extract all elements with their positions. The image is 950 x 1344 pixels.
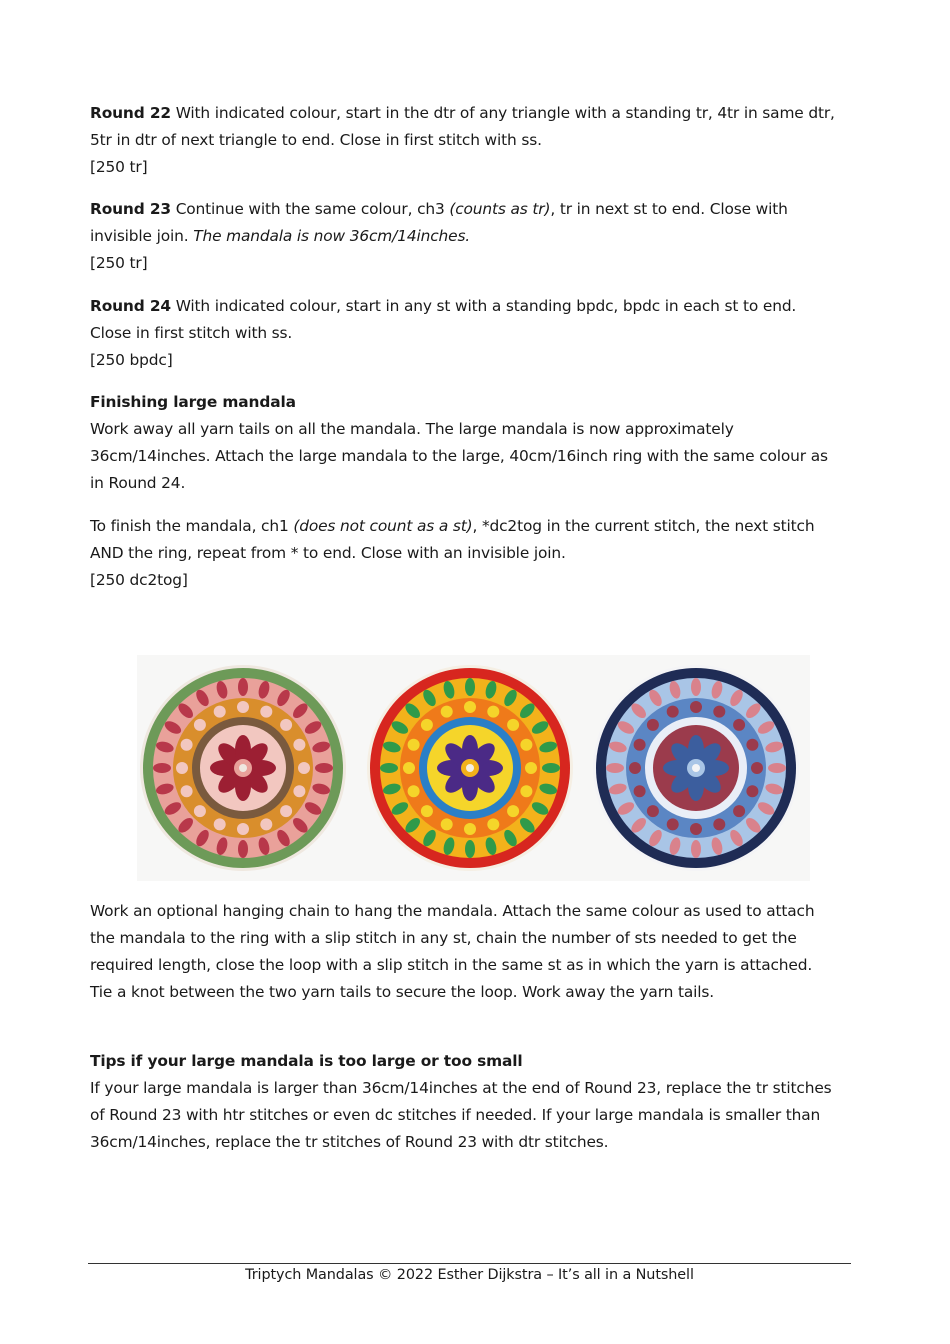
mandala-center-dot	[692, 764, 700, 772]
mandala-dot	[667, 706, 679, 718]
finishing-p2-text-1a: To finish the mandala, ch1	[90, 517, 294, 535]
round-23-text-2a: invisible join.	[90, 227, 194, 245]
round-24-label: Round 24	[90, 297, 171, 315]
finishing-text-3: in Round 24.	[90, 474, 186, 492]
mandala-dot	[293, 739, 305, 751]
hanging-chain-paragraph	[90, 898, 865, 1006]
finishing-p2-text-1c: , *dc2tog in the current stitch, the next stitch	[472, 517, 815, 535]
round-24-text-2: Close in first stitch with ss.	[90, 324, 293, 342]
tips-heading: Tips if your large mandala is too large or too small	[90, 1052, 523, 1070]
mandala-dot	[194, 719, 206, 731]
round-23-text-1a: Continue with the same colour, ch3	[175, 200, 450, 218]
mandala-photos	[137, 655, 810, 881]
mandala-dot	[280, 805, 292, 817]
mandala-dot	[647, 719, 659, 731]
finishing-count: [250 dc2tog]	[90, 571, 188, 589]
mandala-dot	[525, 762, 537, 774]
footer-rule	[88, 1263, 851, 1264]
mandala-petal	[153, 763, 171, 773]
round-23-paragraph	[90, 196, 865, 277]
mandala-dot	[408, 785, 420, 797]
mandala-dot	[629, 762, 641, 774]
mandala-dot	[408, 739, 420, 751]
mandala-petal	[542, 763, 560, 773]
mandala-photo-strip	[137, 655, 810, 881]
mandala-dot	[733, 805, 745, 817]
mandala-dot	[194, 805, 206, 817]
mandala-petal	[380, 763, 398, 773]
round-24-text-1: With indicated colour, start in any st with a standing bpdc, bpdc in each st to end.	[175, 297, 797, 315]
mandala-dot	[487, 818, 499, 830]
mandala-dot	[176, 762, 188, 774]
hanging-text-1: Work an optional hanging chain to hang the mandala. Attach the same colour as used to attach	[90, 902, 815, 920]
finishing-paragraph-2	[90, 513, 865, 594]
round-24-count: [250 bpdc]	[90, 351, 173, 369]
tips-section	[90, 1048, 865, 1156]
mandala-dot	[746, 739, 758, 751]
finishing-section	[90, 389, 865, 497]
finishing-text-1: Work away all yarn tails on all the mandala. The large mandala is now approximately	[90, 420, 734, 438]
mandala-dot	[487, 706, 499, 718]
mandala-dot	[260, 818, 272, 830]
mandala-dot	[507, 805, 519, 817]
mandala-dot	[667, 818, 679, 830]
mandala-dot	[520, 739, 532, 751]
mandala-petal	[691, 840, 701, 858]
mandala-dot	[634, 785, 646, 797]
finishing-text-2: 36cm/14inches. Attach the large mandala to the large, 40cm/16inch ring with the same colour as	[90, 447, 828, 465]
mandala-dot	[421, 805, 433, 817]
mandala-dot	[746, 785, 758, 797]
hanging-text-3: required length, close the loop with a slip stitch in the same st as in which the yarn is attached.	[90, 956, 813, 974]
round-23-label: Round 23	[90, 200, 171, 218]
mandala-petal	[691, 678, 701, 696]
round-22-text-1: With indicated colour, start in the dtr of any triangle with a standing tr, 4tr in same dtr,	[175, 104, 835, 122]
mandala-dot	[520, 785, 532, 797]
round-23-text-2b: The mandala is now 36cm/14inches.	[193, 227, 471, 245]
mandala-dot	[751, 762, 763, 774]
mandala-dot	[260, 706, 272, 718]
mandala-dot	[507, 719, 519, 731]
round-22-count: [250 tr]	[90, 158, 148, 176]
mandala-center-dot	[466, 764, 474, 772]
round-22-text-2: 5tr in dtr of next triangle to end. Close in first stitch with ss.	[90, 131, 542, 149]
hanging-text-4: Tie a knot between the two yarn tails to secure the loop. Work away the yarn tails.	[90, 983, 714, 1001]
tips-text-1: If your large mandala is larger than 36cm/14inches at the end of Round 23, replace the tr stitches	[90, 1079, 832, 1097]
round-22-paragraph	[90, 100, 865, 181]
mandala-dot	[181, 739, 193, 751]
mandala-dot	[214, 706, 226, 718]
mandala-petal	[465, 840, 475, 858]
mandala-petal	[606, 763, 624, 773]
mandala-petal	[315, 763, 333, 773]
mandala-dot	[298, 762, 310, 774]
mandala-dot	[713, 818, 725, 830]
mandala-dot	[280, 719, 292, 731]
mandala-dot	[181, 785, 193, 797]
page-footer: Triptych Mandalas © 2022 Esther Dijkstra – It’s all in a Nutshell	[245, 1267, 694, 1283]
mandala-red-rainbow	[367, 665, 573, 871]
mandala-dot	[634, 739, 646, 751]
mandala-navy-blue	[593, 665, 799, 871]
hanging-text-2: the mandala to the ring with a slip stitch in any st, chain the number of sts needed to get the	[90, 929, 797, 947]
mandala-dot	[464, 701, 476, 713]
mandala-dot	[690, 701, 702, 713]
mandala-center-dot	[239, 764, 247, 772]
finishing-p2-text-1b: (does not count as a st)	[293, 517, 473, 535]
mandala-dot	[441, 818, 453, 830]
mandala-petal	[768, 763, 786, 773]
round-23-count: [250 tr]	[90, 254, 148, 272]
mandala-dot	[237, 701, 249, 713]
mandala-dot	[403, 762, 415, 774]
mandala-dot	[214, 818, 226, 830]
mandala-petal	[238, 678, 248, 696]
mandala-dot	[733, 719, 745, 731]
round-24-paragraph	[90, 293, 865, 374]
mandala-petal	[238, 840, 248, 858]
mandala-dot	[464, 823, 476, 835]
mandala-dot	[293, 785, 305, 797]
finishing-heading: Finishing large mandala	[90, 393, 296, 411]
mandala-dot	[690, 823, 702, 835]
tips-text-2: of Round 23 with htr stitches or even dc stitches if needed. If your large mandala is smaller than	[90, 1106, 821, 1124]
mandala-dot	[421, 719, 433, 731]
mandala-dot	[713, 706, 725, 718]
mandala-dot	[237, 823, 249, 835]
mandala-green-pink	[140, 665, 346, 871]
mandala-dot	[647, 805, 659, 817]
round-22-label: Round 22	[90, 104, 171, 122]
finishing-p2-text-2: AND the ring, repeat from * to end. Close with an invisible join.	[90, 544, 566, 562]
tips-text-3: 36cm/14inches, replace the tr stitches of Round 23 with dtr stitches.	[90, 1133, 609, 1151]
mandala-petal	[465, 678, 475, 696]
round-23-text-1b: (counts as tr)	[449, 200, 551, 218]
mandala-dot	[441, 706, 453, 718]
round-23-text-1c: , tr in next st to end. Close with	[550, 200, 788, 218]
